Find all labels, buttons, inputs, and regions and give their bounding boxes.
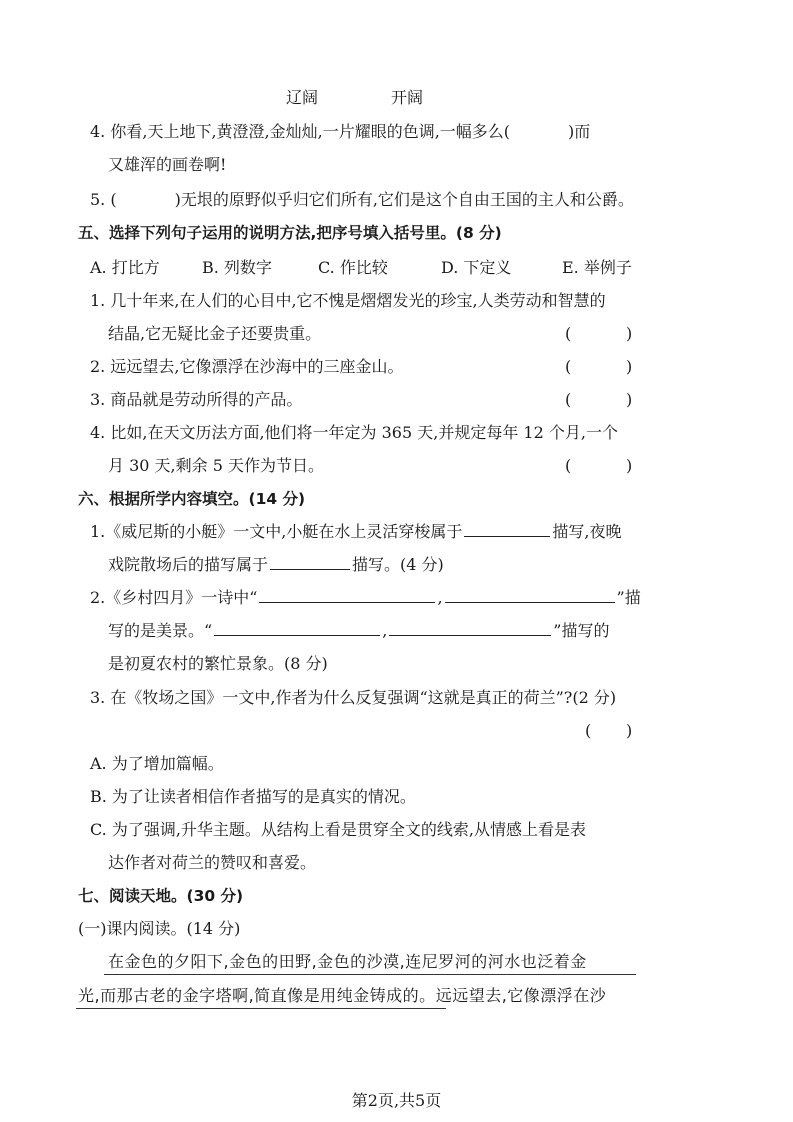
s6-q2-text-b: , (437, 588, 443, 607)
s6-q3-option-c-line1: C. 为了强调,升华主题。从结构上看是贯穿全文的线索,从情感上看是表 (90, 820, 587, 839)
s4-q4-text-b: )而 (568, 122, 591, 141)
s6-q2-line3: 是初夏农村的繁忙景象。(8 分) (108, 654, 328, 673)
s6-q3-paren-close: ) (626, 721, 633, 740)
s5-q3-answer[interactable] (580, 390, 622, 410)
fill-blank[interactable] (214, 621, 380, 636)
section6-title: 六、根据所学内容填空。(14 分) (78, 490, 306, 508)
s5-q4-paren-close: ) (626, 456, 633, 475)
option-e: E. 举例子 (562, 258, 632, 277)
s5-q3: 3. 商品就是劳动所得的产品。 (90, 390, 303, 409)
s4-q5-text-a: 5. ( (90, 190, 117, 209)
passage-underline-1 (104, 974, 636, 975)
s5-q1-paren-close: ) (626, 324, 633, 343)
fill-blank[interactable] (445, 588, 615, 603)
page-footer: 第2页,共5页 (351, 1091, 442, 1110)
fill-blank[interactable] (259, 588, 435, 603)
s5-q4-paren-open: ( (565, 456, 572, 475)
section7-sub1: (一)课内阅读。(14 分) (78, 919, 241, 938)
passage-text-underlined: 光,而那古老的金字塔啊,简直像是用纯金铸成的。 (78, 986, 436, 1005)
s6-q1-line1 (90, 522, 621, 542)
s6-q1-text-b: 描写,夜晚 (552, 522, 622, 541)
s6-q1-text-a: 1.《威尼斯的小艇》一文中,小艇在水上灵活穿梭属于 (90, 522, 463, 541)
s6-q2-line2 (108, 621, 609, 641)
s6-q2-text-d: 写的是美景。“ (108, 621, 213, 640)
option-c: C. 作比较 (318, 258, 388, 277)
section5-title: 五、选择下列句子运用的说明方法,把序号填入括号里。(8 分) (78, 224, 502, 242)
fill-blank[interactable] (464, 522, 550, 537)
option-d: D. 下定义 (441, 258, 512, 277)
s5-q4-line2: 月 30 天,剩余 5 天作为节日。 (108, 456, 324, 475)
passage-line2 (78, 986, 606, 1006)
option-a: A. 打比方 (90, 258, 160, 277)
section7-title: 七、阅读天地。(30 分) (78, 887, 244, 905)
s5-q3-paren-open: ( (565, 390, 572, 409)
s5-q2-answer[interactable] (580, 357, 622, 377)
s5-q4-line1: 4. 比如,在天文历法方面,他们将一年定为 365 天,并规定每年 12 个月,一个 (90, 423, 618, 442)
s5-q2: 2. 远远望去,它像漂浮在沙海中的三座金山。 (90, 357, 404, 376)
s5-q1-line2: 结晶,它无疑比金子还要贵重。 (108, 324, 322, 343)
passage-line1: 在金色的夕阳下,金色的田野,金色的沙漠,连尼罗河的河水也泛着金 (108, 952, 587, 971)
s5-q4-answer[interactable] (580, 456, 622, 476)
s6-q1-text-d: 描写。(4 分) (352, 555, 444, 574)
s4-q4-line2: 又雄浑的画卷啊! (108, 155, 227, 174)
word-kaikuo: 开阔 (391, 88, 424, 107)
s6-q3-option-c-line2: 达作者对荷兰的赞叹和喜爱。 (108, 853, 317, 872)
s6-q3-answer[interactable] (600, 721, 622, 741)
s4-q4-text-a: 4. 你看,天上地下,黄澄澄,金灿灿,一片耀眼的色调,一幅多么( (90, 122, 511, 141)
s5-q2-paren-close: ) (626, 357, 633, 376)
fill-blank[interactable] (389, 621, 551, 636)
word-liaokuo: 辽阔 (286, 88, 319, 107)
passage-underline-2 (76, 1008, 446, 1009)
s6-q3-stem: 3. 在《牧场之国》一文中,作者为什么反复强调“这就是真正的荷兰”?(2 分) (90, 688, 617, 707)
passage-text-plain: 远远望去,它像漂浮在沙 (435, 986, 607, 1005)
s5-q1-answer[interactable] (580, 324, 622, 344)
s6-q1-text-c: 戏院散场后的描写属于 (108, 555, 269, 574)
fill-blank[interactable] (270, 555, 350, 570)
s5-q3-paren-close: ) (626, 390, 633, 409)
s4-q5-text-b: )无垠的原野似乎归它们所有,它们是这个自由王国的主人和公爵。 (174, 190, 634, 209)
s4-q5 (90, 190, 634, 210)
s6-q2-text-f: ”描写的 (553, 621, 610, 640)
s6-q2-text-e: , (382, 621, 388, 640)
s5-q1-paren-open: ( (565, 324, 572, 343)
option-b: B. 列数字 (202, 258, 272, 277)
s6-q2-text-c: ”描 (616, 588, 641, 607)
s6-q3-option-a: A. 为了增加篇幅。 (90, 754, 224, 773)
s6-q1-line2 (108, 555, 444, 575)
s6-q3-paren-open: ( (585, 721, 592, 740)
s5-q2-paren-open: ( (565, 357, 572, 376)
s5-q1-line1: 1. 几十年来,在人们的心目中,它不愧是熠熠发光的珍宝,人类劳动和智慧的 (90, 291, 606, 310)
s6-q2-line1 (90, 588, 641, 608)
s6-q3-option-b: B. 为了让读者相信作者描写的是真实的情况。 (90, 787, 416, 806)
s4-q4-line1 (90, 122, 590, 142)
s6-q2-text-a: 2.《乡村四月》一诗中“ (90, 588, 258, 607)
